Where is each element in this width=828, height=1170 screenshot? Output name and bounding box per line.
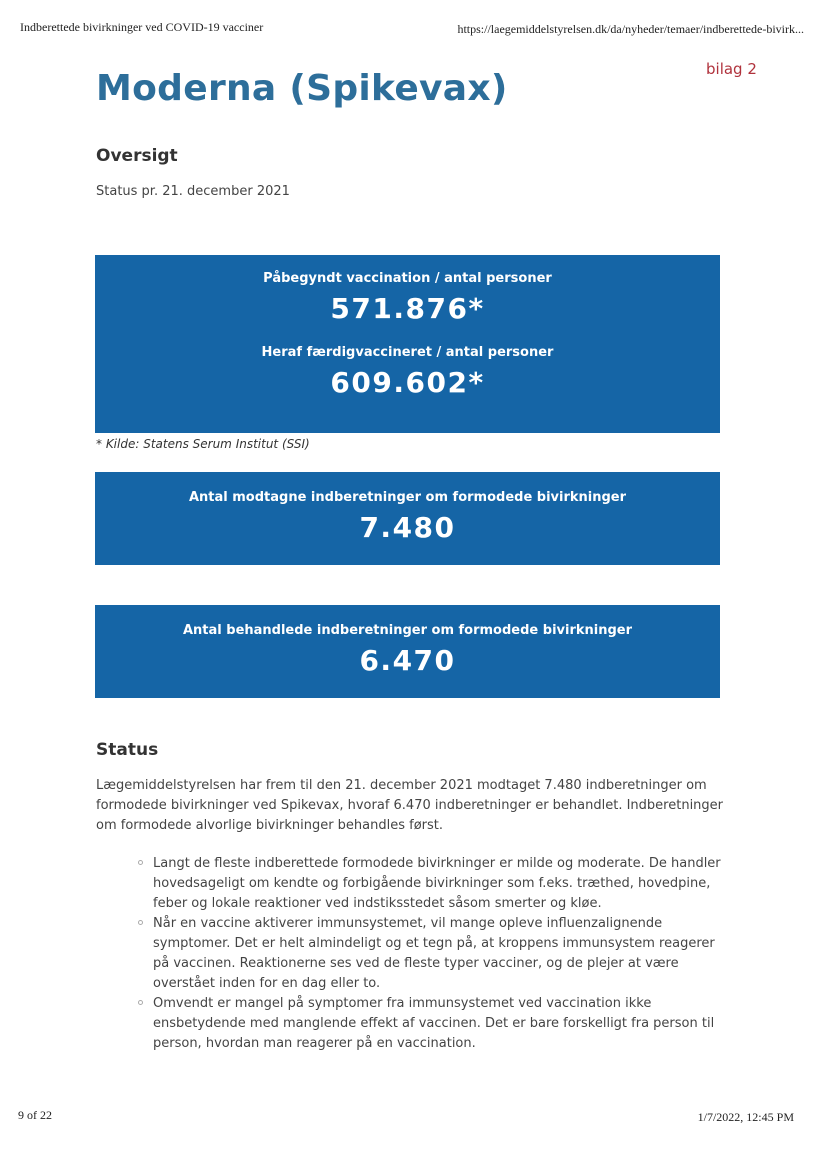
- list-item: [138, 854, 728, 914]
- print-header-title: Indberettede bivirkninger ved COVID-19 vacciner: [20, 20, 264, 34]
- completed-vaccination-label: Heraf færdigvaccineret / antal personer: [261, 345, 554, 360]
- list-item-text: Langt de fleste indberettede formodede bivirkninger er milde og moderate. De handler hovedsageligt om kendte og forbigående bivirkninger som f.eks. træthed, hovedpine, feber og lokale reaktioner ved indstiksstedet såsom smerter og kløe.: [153, 856, 721, 911]
- list-item-text: Når en vaccine aktiverer immunsystemet, vil mange opleve influenzalignende symptomer. Det er helt almindeligt og et tegn på, at kroppens immunsystem reagerer på vaccinen. Reaktionerne ses ved de fleste typer vacciner, og de plejer at være overstået inden for en dag eller to.: [153, 916, 715, 991]
- list-item: [138, 914, 728, 994]
- started-vaccination-value: 571.876*: [330, 292, 485, 325]
- status-date: Status pr. 21. december 2021: [96, 184, 290, 199]
- processed-reports-box: [95, 605, 720, 698]
- circle-bullet-icon: [138, 1000, 143, 1005]
- overview-heading: Oversigt: [96, 146, 178, 166]
- received-reports-label: Antal modtagne indberetninger om formodede bivirkninger: [188, 490, 627, 505]
- annotation-label: bilag 2: [706, 60, 757, 78]
- page-title: Moderna (Spikevax): [96, 68, 508, 109]
- print-header-url[interactable]: https://laegemiddelstyrelsen.dk/da/nyheder/temaer/indberettede-bivirk...: [457, 22, 804, 36]
- list-item: [138, 994, 728, 1054]
- received-reports-box: [95, 472, 720, 565]
- started-vaccination-label: Påbegyndt vaccination / antal personer: [263, 271, 552, 286]
- vaccination-stats-box: [95, 255, 720, 433]
- print-datetime: 1/7/2022, 12:45 PM: [697, 1110, 794, 1124]
- status-bullet-list: [138, 854, 728, 1054]
- circle-bullet-icon: [138, 920, 143, 925]
- page-number: 9 of 22: [18, 1108, 52, 1122]
- status-heading: Status: [96, 740, 159, 760]
- list-item-text: Omvendt er mangel på symptomer fra immunsystemet ved vaccination ikke ensbetydende med manglende effekt af vaccinen. Det er bare forskelligt fra person til person, hvordan man reagerer på en vaccination.: [153, 996, 715, 1051]
- circle-bullet-icon: [138, 860, 143, 865]
- processed-reports-label: Antal behandlede indberetninger om formodede bivirkninger: [182, 623, 633, 638]
- status-paragraph: Lægemiddelstyrelsen har frem til den 21. december 2021 modtaget 7.480 indberetninger om formodede bivirkninger ved Spikevax, hvoraf 6.470 indberetninger er behandlet. Indberetninger om formodede alvorlige bivirkninger behandles først.: [96, 778, 724, 833]
- processed-reports-value: 6.470: [359, 644, 456, 677]
- source-note: * Kilde: Statens Serum Institut (SSI): [96, 437, 310, 451]
- completed-vaccination-value: 609.602*: [330, 366, 485, 399]
- received-reports-value: 7.480: [359, 511, 456, 544]
